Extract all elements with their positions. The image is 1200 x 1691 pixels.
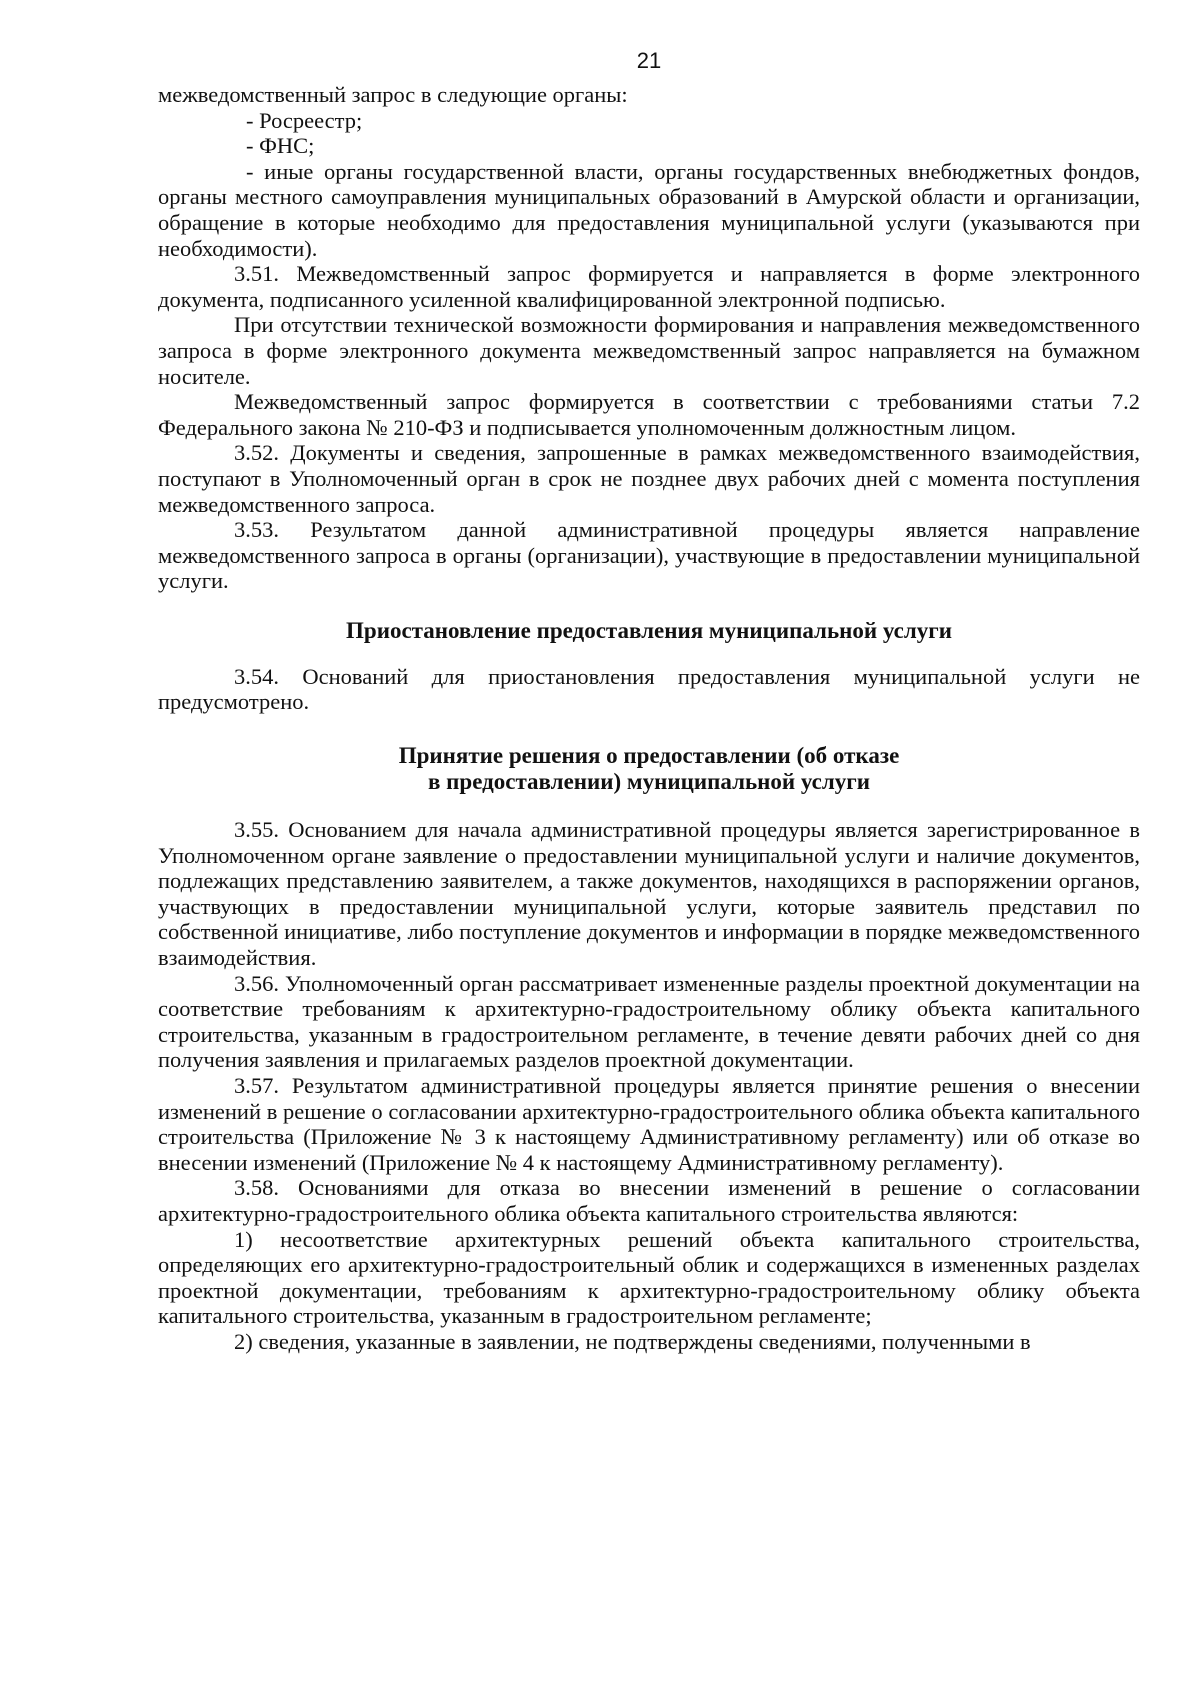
section-heading: Приостановление предоставления муниципальной услуги: [346, 617, 952, 643]
section-heading-line-2: в предоставлении) муниципальной услуги: [428, 769, 870, 795]
paragraph: 3.55. Основанием для начала административной процедуры является зарегистрированное в Уполномоченном органе заявление о предоставлении муниципальной услуги и наличие документов, подлежащих представлению заявителем, а также документов, находящихся в распоряжении органов, участвующих в предоставлении муниципальной услуги, которые заявитель представил по собственной инициативе, либо поступление документов и информации в порядке межведомственного взаимодействия.: [158, 817, 1140, 971]
page-number: 21: [636, 48, 662, 73]
paragraph: 3.58. Основаниями для отказа во внесении изменений в решение о согласовании архитектурно-градостроительного облика объекта капитального строительства являются:: [158, 1175, 1140, 1226]
paragraph: 3.53. Результатом данной административной процедуры является направление межведомственного запроса в органы (организации), участвующие в предоставлении муниципальной услуги.: [158, 517, 1140, 594]
list-item: - Росреестр;: [246, 107, 363, 133]
paragraph: межведомственный запрос в следующие органы:: [158, 82, 628, 107]
list-item: 2) сведения, указанные в заявлении, не подтверждены сведениями, полученными в: [234, 1328, 1031, 1354]
section-top: [158, 82, 1140, 594]
list-item: - иные органы государственной власти, органы государственных внебюджетных фондов, органы местного самоуправления муниципальных образований в Амурской области и организации, обращение в которые необходимо для предоставления муниципальной услуги (указываются при необходимости).: [158, 158, 1140, 261]
paragraph: 3.54. Оснований для приостановления предоставления муниципальной услуги не предусмотрено.: [158, 663, 1140, 715]
list-item: 1) несоответствие архитектурных решений объекта капитального строительства, определяющих его архитектурно-градостроительный облик и содержащихся в измененных разделах проектной документации, требованиям к архитектурно-градостроительному облику объекта капитального строительства, указанным в градостроительном регламенте;: [158, 1226, 1140, 1329]
section-mid: [158, 664, 1140, 715]
section-bottom: [158, 817, 1140, 1354]
section-heading-line-1: Принятие решения о предоставлении (об отказе: [398, 743, 900, 769]
paragraph: 3.52. Документы и сведения, запрошенные в рамках межведомственного взаимодействия, поступают в Уполномоченный орган в срок не позднее двух рабочих дней с момента поступления межведомственного запроса.: [158, 440, 1140, 517]
paragraph: При отсутствии технической возможности формирования и направления межведомственного запроса в форме электронного документа межведомственный запрос направляется на бумажном носителе.: [158, 312, 1140, 389]
paragraph: 3.57. Результатом административной процедуры является принятие решения о внесении изменений в решение о согласовании архитектурно-градостроительного облика объекта капитального строительства (Приложение № 3 к настоящему Административному регламенту) или об отказе во внесении изменений (Приложение № 4 к настоящему Административному регламенту).: [158, 1073, 1140, 1175]
list-item: - ФНС;: [246, 133, 315, 159]
paragraph: 3.51. Межведомственный запрос формируется и направляется в форме электронного документа, подписанного усиленной квалифицированной электронной подписью.: [158, 261, 1140, 312]
paragraph: 3.56. Уполномоченный орган рассматривает измененные разделы проектной документации на соответствие требованиям к архитектурно-градостроительному облику объекта капитального строительства, указанным в градостроительном регламенте, в течение девяти рабочих дней со дня получения заявления и прилагаемых разделов проектной документации.: [158, 970, 1140, 1073]
paragraph: Межведомственный запрос формируется в соответствии с требованиями статьи 7.2 Федерального закона № 210-ФЗ и подписывается уполномоченным должностным лицом.: [158, 389, 1140, 440]
